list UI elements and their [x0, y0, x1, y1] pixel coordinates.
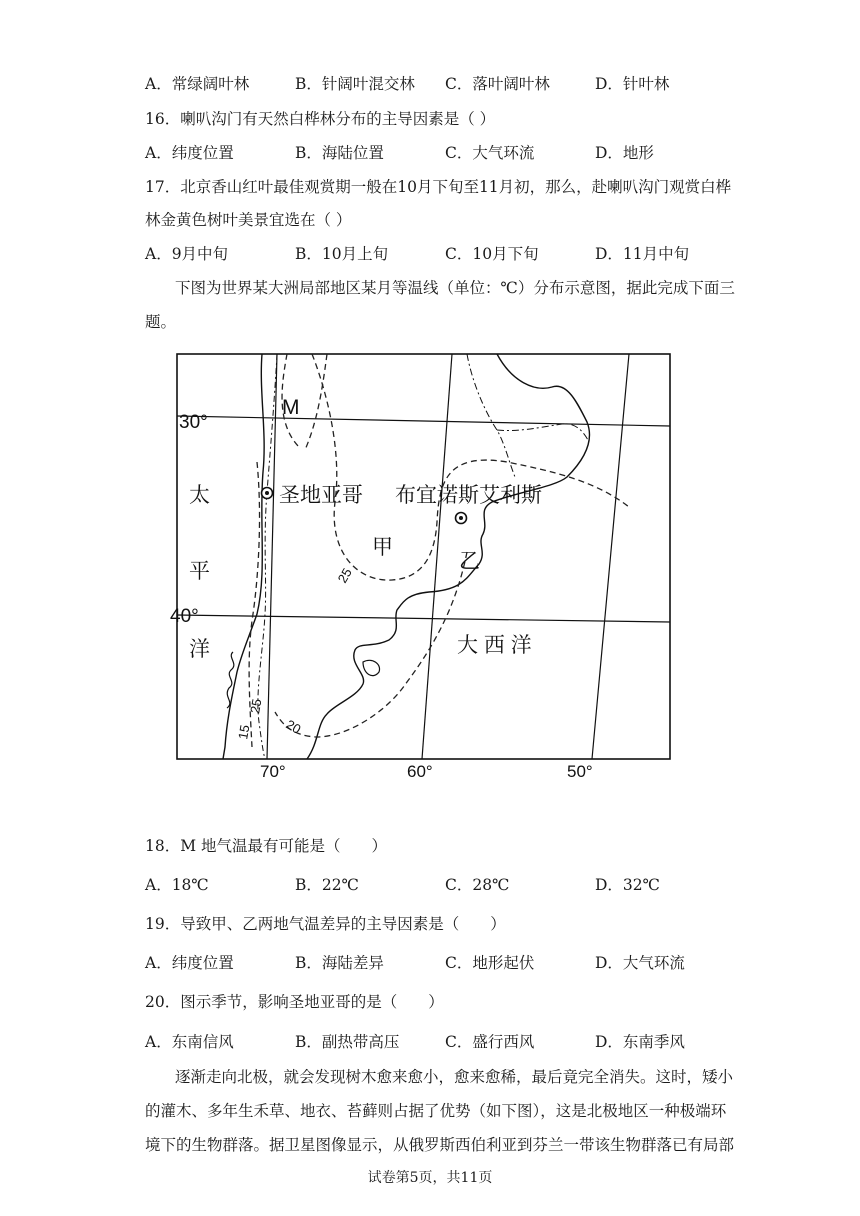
isotherm-25b-value: 25	[247, 697, 265, 715]
q18-option-b: B．22℃	[295, 876, 359, 894]
lon-label-60: 60°	[407, 762, 433, 781]
q17-option-c: C．10月下旬	[445, 245, 539, 263]
isotherm-20-value: 20	[283, 716, 304, 737]
city-buenos-aires-label: 布宜诺斯艾利斯	[395, 484, 542, 507]
q20-option-b: B．副热带高压	[295, 1033, 400, 1051]
q19-option-b: B．海陆差异	[295, 954, 384, 972]
q18-option-c: C．28℃	[445, 876, 510, 894]
q18-stem: 18．M 地气温最有可能是（ ）	[145, 837, 388, 855]
q15-option-c: C．落叶阔叶林	[445, 75, 550, 93]
city-santiago-label: 圣地亚哥	[279, 484, 363, 507]
passage-line1: 逐渐走向北极，就会发现树木愈来愈小，愈来愈稀，最后竟完全消失。这时，矮小	[175, 1068, 734, 1086]
q19-option-a: A．纬度位置	[145, 954, 234, 972]
q17-stem-line1: 17．北京香山红叶最佳观赏期一般在10月下旬至11月初，那么，赴喇叭沟门观赏白桦	[145, 178, 732, 196]
q16-stem: 16．喇叭沟门有天然白桦林分布的主导因素是（ ）	[145, 110, 496, 128]
q17-option-b: B．10月上旬	[295, 245, 389, 263]
q19-option-c: C．地形起伏	[445, 954, 535, 972]
q16-option-d: D．地形	[595, 144, 654, 162]
q15-option-b: B．针阔叶混交林	[295, 75, 415, 93]
q18-option-d: D．32℃	[595, 876, 660, 894]
q17-stem-line2: 林金黄色树叶美景宜选在（ ）	[145, 211, 352, 229]
q15-option-a: A．常绿阔叶林	[145, 75, 250, 93]
q15-option-d: D．针叶林	[595, 75, 670, 93]
pacific-char-2: 平	[189, 560, 210, 583]
point-yi-label: 乙	[459, 550, 480, 573]
passage-line3: 境下的生物群落。据卫星图像显示，从俄罗斯西伯利亚到芬兰一带该生物群落已有局部	[145, 1136, 735, 1154]
q19-stem: 19．导致甲、乙两地气温差异的主导因素是（ ）	[145, 915, 506, 933]
q20-option-a: A．东南信风	[145, 1033, 234, 1051]
lat-label-40: 40°	[170, 606, 199, 627]
isotherm-15-value: 15	[235, 723, 253, 741]
q16-option-a: A．纬度位置	[145, 144, 234, 162]
atlantic-label: 大 西 洋	[457, 634, 532, 657]
q19-option-d: D．大气环流	[595, 954, 685, 972]
pacific-char-3: 洋	[189, 638, 210, 661]
isotherm-map	[167, 352, 677, 782]
lat-label-30: 30°	[179, 412, 208, 433]
page-footer: 试卷第5页，共11页	[367, 1170, 493, 1186]
q16-option-b: B．海陆位置	[295, 144, 384, 162]
point-m-label: M	[282, 396, 300, 419]
q20-option-c: C．盛行西风	[445, 1033, 535, 1051]
buenos-aires-marker	[456, 513, 467, 524]
lon-label-50: 50°	[567, 762, 593, 781]
lon-label-70: 70°	[260, 762, 286, 781]
q18-option-a: A．18℃	[145, 876, 209, 894]
q16-option-c: C．大气环流	[445, 144, 535, 162]
point-jia-label: 甲	[372, 536, 393, 559]
santiago-marker	[262, 488, 273, 499]
q20-stem: 20．图示季节，影响圣地亚哥的是（ ）	[145, 993, 444, 1011]
q17-option-a: A．9月中旬	[145, 245, 229, 263]
passage-line2: 的灌木、多年生禾草、地衣、苔藓则占据了优势（如下图），这是北极地区一种极端环	[145, 1102, 727, 1120]
isotherm-25-value: 25	[334, 565, 355, 586]
q17-option-d: D．11月中旬	[595, 245, 690, 263]
intro-line2: 题。	[145, 313, 177, 331]
pacific-char-1: 太	[189, 484, 210, 507]
q20-option-d: D．东南季风	[595, 1033, 685, 1051]
intro-line1: 下图为世界某大洲局部地区某月等温线（单位：℃）分布示意图，据此完成下面三	[175, 279, 735, 297]
